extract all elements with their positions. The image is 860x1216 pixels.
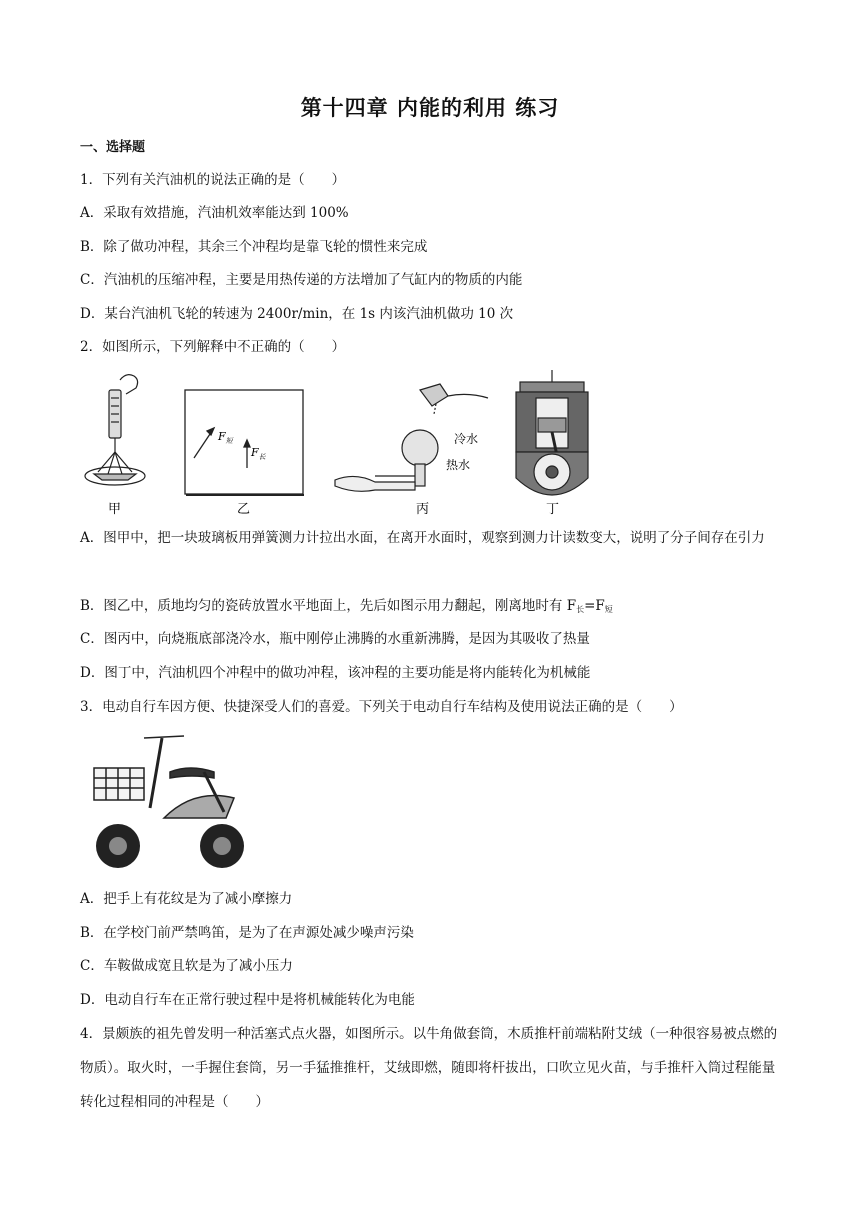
figure-yi-f-long: $F_长$ xyxy=(251,446,266,461)
q2-figure xyxy=(80,368,600,520)
q2-option-b: B．图乙中，质地均匀的瓷砖放置水平地面上，先后如图示用力翻起，刚离地时有 $F_长=F_短$ xyxy=(80,598,613,614)
figure-bing-cold-water: 冷水 xyxy=(454,432,479,446)
figure-bing-hot-water: 热水 xyxy=(446,458,471,472)
q1-option-c: C．汽油机的压缩冲程，主要是用热传递的方法增加了气缸内的物质的内能 xyxy=(80,272,523,288)
q1-option-b: B．除了做功冲程，其余三个冲程均是靠飞轮的惯性来完成 xyxy=(80,239,428,255)
figure-label-yi: 乙 xyxy=(237,502,251,517)
section-heading: 一、选择题 xyxy=(80,140,146,155)
figure-yi-tile xyxy=(185,390,304,495)
figure-label-ding: 丁 xyxy=(546,502,560,517)
figure-jia-spring-scale xyxy=(85,375,145,485)
q1-stem: 1．下列有关汽油机的说法正确的是（ ） xyxy=(80,172,346,188)
q3-option-a: A．把手上有花纹是为了减小摩擦力 xyxy=(80,891,293,907)
q2-option-c: C．图丙中，向烧瓶底部浇冷水，瓶中刚停止沸腾的水重新沸腾，是因为其吸收了热量 xyxy=(80,631,590,647)
q2-option-a: A．图甲中，把一块玻璃板用弹簧测力计拉出水面，在离开水面时，观察到测力计读数变大，说明了分子间存在引力 xyxy=(80,530,765,546)
q1-option-a: A．采取有效措施，汽油机效率能达到 100% xyxy=(80,205,349,221)
q3-stem: 3．电动自行车因方便、快捷深受人们的喜爱。下列关于电动自行车结构及使用说法正确的是（ ） xyxy=(80,699,683,715)
figure-ding-engine xyxy=(516,370,588,495)
q3-option-b: B．在学校门前严禁鸣笛，是为了在声源处减少噪声污染 xyxy=(80,925,414,941)
q2-option-d: D．图丁中，汽油机四个冲程中的做功冲程，该冲程的主要功能是将内能转化为机械能 xyxy=(80,665,591,681)
q2-stem: 2．如图所示，下列解释中不正确的（ ） xyxy=(80,339,346,355)
q1-option-d: D．某台汽油机飞轮的转速为 2400r/min，在 1s 内该汽油机做功 10 次 xyxy=(80,306,514,322)
figure-label-bing: 丙 xyxy=(416,502,430,517)
q4-stem: 4．景颇族的祖先曾发明一种活塞式点火器，如图所示。以牛角做套筒，木质推杆前端粘附艾绒（一种很容易被点燃的物质）。取火时，一手握住套筒，另一手猛推推杆，艾绒即燃，随即将杆拔出，口吹立见火苗，与手推杆入筒过程能量转化过程相同的冲程是（ ） xyxy=(80,1026,778,1110)
q3-ebike-image xyxy=(84,728,254,878)
q3-option-c: C．车鞍做成宽且软是为了减小压力 xyxy=(80,958,293,974)
page-title: 第十四章 内能的利用 练习 xyxy=(300,96,560,120)
figure-yi-f-short: $F_短$ xyxy=(218,430,233,445)
figure-label-jia: 甲 xyxy=(108,502,122,517)
q3-option-d: D．电动自行车在正常行驶过程中是将机械能转化为电能 xyxy=(80,992,415,1008)
